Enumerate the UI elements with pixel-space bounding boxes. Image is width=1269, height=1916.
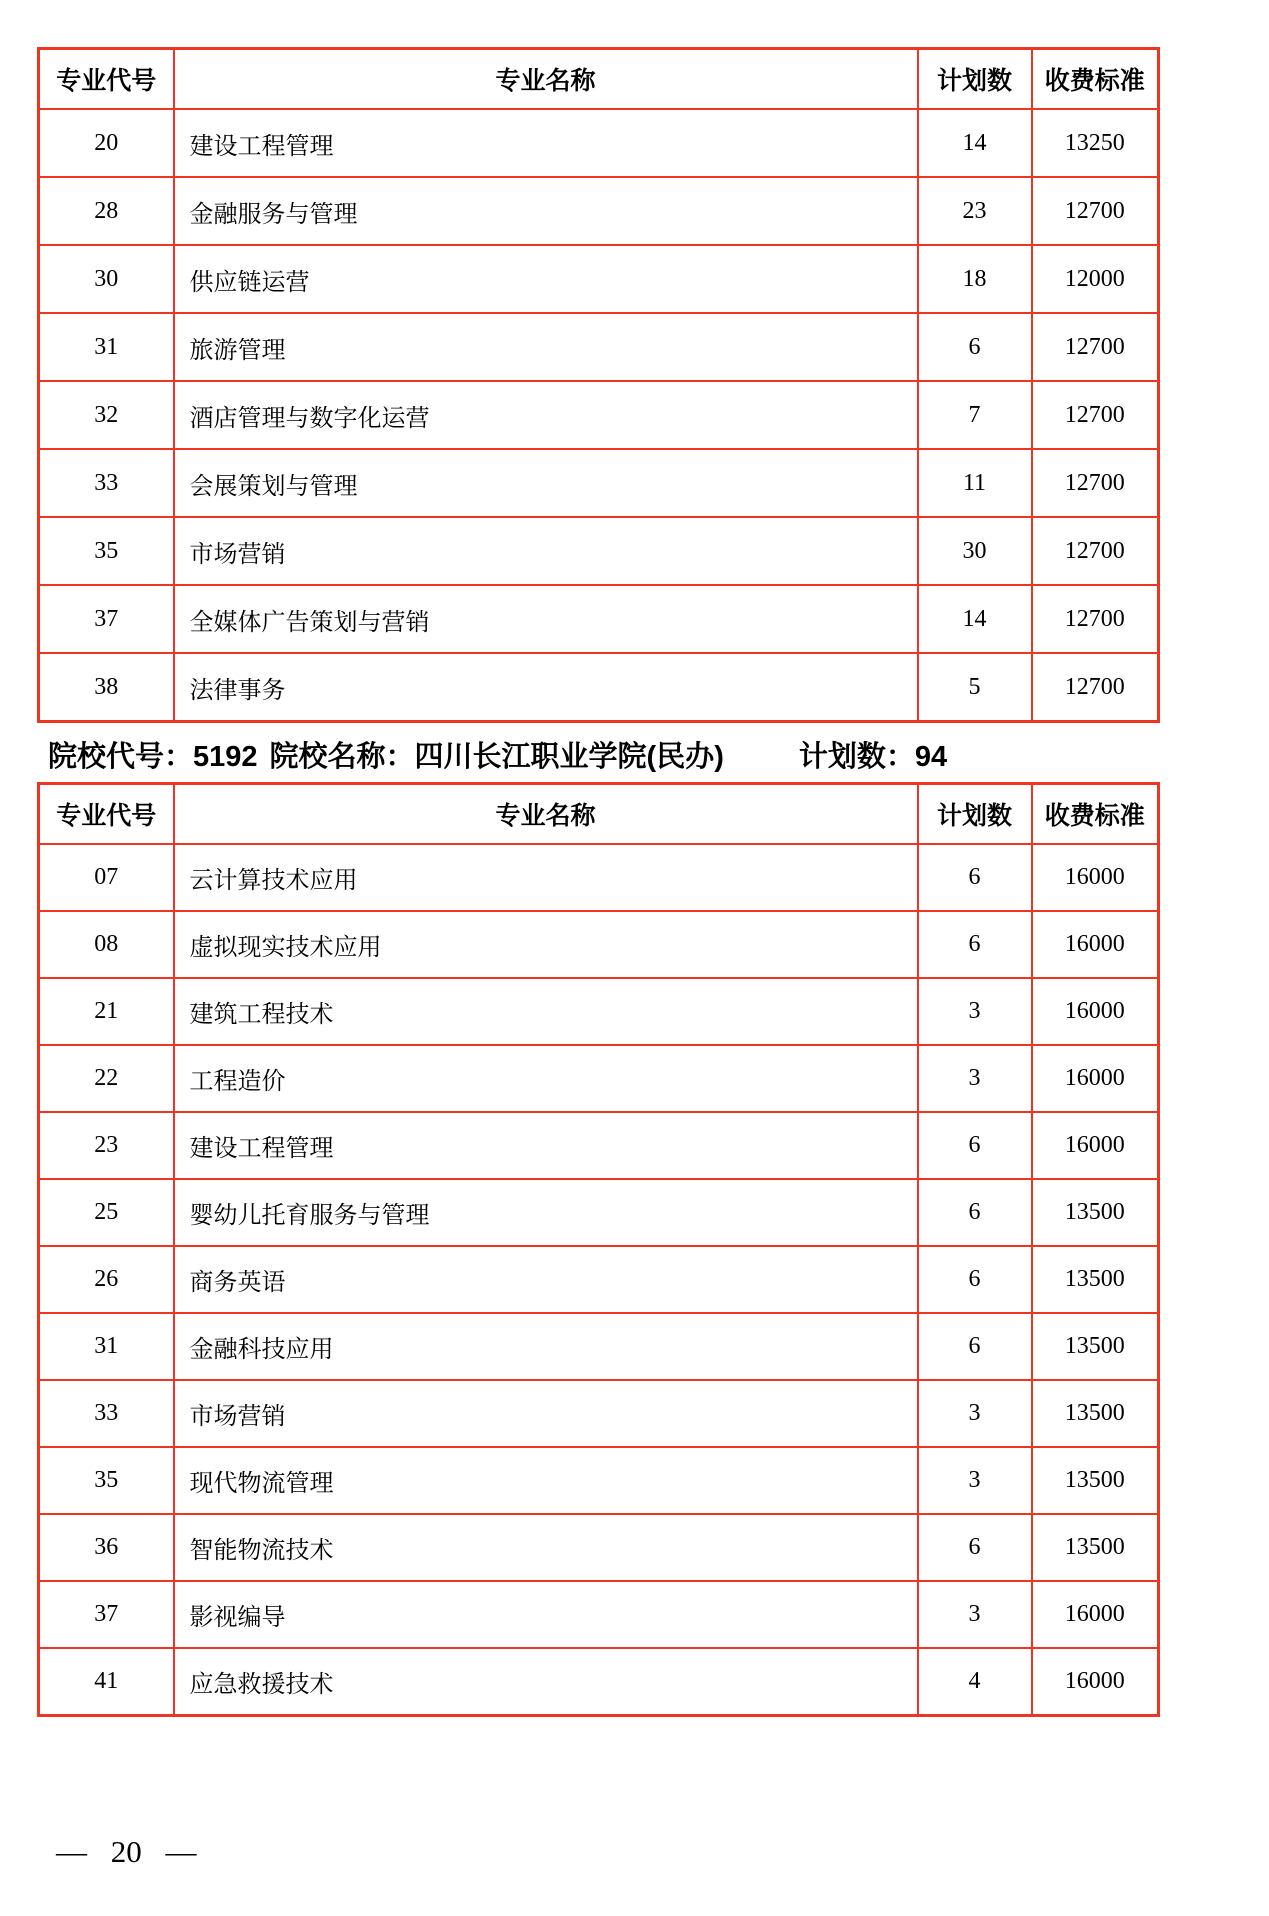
cell-plan-count: 3 <box>918 1447 1032 1514</box>
major-plan-table-1 <box>37 47 1160 723</box>
plan-count-value: 94 <box>914 741 948 773</box>
cell-plan-count: 30 <box>918 517 1032 585</box>
cell-major-name: 会展策划与管理 <box>174 449 918 517</box>
cell-fee-standard: 13500 <box>1032 1380 1159 1447</box>
cell-plan-count: 6 <box>918 1179 1032 1246</box>
cell-plan-count: 6 <box>918 844 1032 911</box>
cell-major-name: 市场营销 <box>174 517 918 585</box>
table-row <box>39 1313 1159 1380</box>
cell-plan-count: 4 <box>918 1648 1032 1716</box>
cell-fee-standard: 12700 <box>1032 313 1159 381</box>
header-row <box>39 784 1159 845</box>
cell-major-name: 虚拟现实技术应用 <box>174 911 918 978</box>
cell-fee-standard: 16000 <box>1032 1045 1159 1112</box>
cell-major-name: 应急救援技术 <box>174 1648 918 1716</box>
cell-major-code: 33 <box>39 449 174 517</box>
cell-fee-standard: 16000 <box>1032 1648 1159 1716</box>
school-name-value: 四川长江职业学院(民办) <box>414 741 724 773</box>
table-row <box>39 1514 1159 1581</box>
column-header-major-code: 专业代号 <box>39 784 174 845</box>
cell-fee-standard: 13500 <box>1032 1246 1159 1313</box>
cell-major-code: 08 <box>39 911 174 978</box>
table-row <box>39 1447 1159 1514</box>
major-plan-table-2 <box>37 782 1160 1717</box>
column-header-plan-count: 计划数 <box>918 49 1032 110</box>
cell-major-code: 30 <box>39 245 174 313</box>
cell-plan-count: 11 <box>918 449 1032 517</box>
cell-fee-standard: 12000 <box>1032 245 1159 313</box>
cell-major-name: 婴幼儿托育服务与管理 <box>174 1179 918 1246</box>
cell-major-code: 31 <box>39 1313 174 1380</box>
cell-major-name: 供应链运营 <box>174 245 918 313</box>
table-row <box>39 245 1159 313</box>
cell-fee-standard: 12700 <box>1032 177 1159 245</box>
cell-fee-standard: 13500 <box>1032 1313 1159 1380</box>
cell-major-name: 法律事务 <box>174 653 918 722</box>
cell-major-code: 26 <box>39 1246 174 1313</box>
table-row <box>39 1581 1159 1648</box>
cell-major-name: 云计算技术应用 <box>174 844 918 911</box>
cell-major-code: 41 <box>39 1648 174 1716</box>
cell-major-code: 28 <box>39 177 174 245</box>
cell-fee-standard: 16000 <box>1032 1581 1159 1648</box>
table-row <box>39 911 1159 978</box>
cell-fee-standard: 13500 <box>1032 1447 1159 1514</box>
column-header-major-code: 专业代号 <box>39 49 174 110</box>
cell-major-name: 商务英语 <box>174 1246 918 1313</box>
table-row <box>39 449 1159 517</box>
cell-major-code: 32 <box>39 381 174 449</box>
table-row <box>39 313 1159 381</box>
column-header-major-name: 专业名称 <box>174 784 918 845</box>
table-row <box>39 1112 1159 1179</box>
plan-count-label: 计划数： <box>798 741 915 773</box>
table-row <box>39 585 1159 653</box>
cell-major-code: 35 <box>39 1447 174 1514</box>
cell-plan-count: 5 <box>918 653 1032 722</box>
cell-plan-count: 6 <box>918 1514 1032 1581</box>
cell-fee-standard: 13500 <box>1032 1514 1159 1581</box>
cell-major-name: 金融科技应用 <box>174 1313 918 1380</box>
cell-major-code: 37 <box>39 585 174 653</box>
cell-major-code: 37 <box>39 1581 174 1648</box>
cell-plan-count: 23 <box>918 177 1032 245</box>
cell-major-code: 23 <box>39 1112 174 1179</box>
cell-major-name: 工程造价 <box>174 1045 918 1112</box>
table-row <box>39 1380 1159 1447</box>
cell-fee-standard: 12700 <box>1032 585 1159 653</box>
school-name-label: 院校名称： <box>269 741 415 773</box>
column-header-plan-count: 计划数 <box>918 784 1032 845</box>
cell-fee-standard: 16000 <box>1032 844 1159 911</box>
cell-fee-standard: 16000 <box>1032 978 1159 1045</box>
cell-fee-standard: 16000 <box>1032 1112 1159 1179</box>
cell-plan-count: 18 <box>918 245 1032 313</box>
school-code-label: 院校代号： <box>48 741 194 773</box>
cell-plan-count: 3 <box>918 1380 1032 1447</box>
cell-fee-standard: 12700 <box>1032 517 1159 585</box>
table-row <box>39 517 1159 585</box>
column-header-fee-standard: 收费标准 <box>1032 784 1159 845</box>
cell-major-code: 25 <box>39 1179 174 1246</box>
cell-major-code: 21 <box>39 978 174 1045</box>
column-header-major-name: 专业名称 <box>174 49 918 110</box>
cell-major-name: 市场营销 <box>174 1380 918 1447</box>
cell-major-code: 22 <box>39 1045 174 1112</box>
cell-plan-count: 14 <box>918 585 1032 653</box>
cell-plan-count: 6 <box>918 911 1032 978</box>
cell-major-name: 全媒体广告策划与营销 <box>174 585 918 653</box>
column-header-fee-standard: 收费标准 <box>1032 49 1159 110</box>
page-number: — 20 — <box>56 1834 197 1869</box>
cell-plan-count: 6 <box>918 1112 1032 1179</box>
table-row <box>39 653 1159 722</box>
cell-plan-count: 6 <box>918 1246 1032 1313</box>
cell-plan-count: 6 <box>918 313 1032 381</box>
cell-major-code: 35 <box>39 517 174 585</box>
cell-major-name: 影视编导 <box>174 1581 918 1648</box>
cell-major-name: 建筑工程技术 <box>174 978 918 1045</box>
cell-major-code: 38 <box>39 653 174 722</box>
table-row <box>39 177 1159 245</box>
cell-fee-standard: 16000 <box>1032 911 1159 978</box>
cell-major-code: 07 <box>39 844 174 911</box>
cell-major-code: 31 <box>39 313 174 381</box>
header-row <box>39 49 1159 110</box>
cell-fee-standard: 12700 <box>1032 449 1159 517</box>
table-row <box>39 1246 1159 1313</box>
table-row <box>39 1045 1159 1112</box>
cell-major-name: 现代物流管理 <box>174 1447 918 1514</box>
cell-major-name: 旅游管理 <box>174 313 918 381</box>
cell-plan-count: 6 <box>918 1313 1032 1380</box>
table-row <box>39 844 1159 911</box>
cell-plan-count: 3 <box>918 1045 1032 1112</box>
cell-fee-standard: 12700 <box>1032 653 1159 722</box>
table-row <box>39 978 1159 1045</box>
cell-major-name: 建设工程管理 <box>174 1112 918 1179</box>
cell-major-name: 建设工程管理 <box>174 109 918 177</box>
cell-plan-count: 3 <box>918 1581 1032 1648</box>
section-heading <box>48 737 947 777</box>
table-row <box>39 1179 1159 1246</box>
table-row <box>39 109 1159 177</box>
cell-major-name: 金融服务与管理 <box>174 177 918 245</box>
cell-major-name: 智能物流技术 <box>174 1514 918 1581</box>
table-row <box>39 381 1159 449</box>
cell-major-code: 20 <box>39 109 174 177</box>
cell-major-code: 36 <box>39 1514 174 1581</box>
cell-fee-standard: 13250 <box>1032 109 1159 177</box>
table-row <box>39 1648 1159 1716</box>
cell-fee-standard: 12700 <box>1032 381 1159 449</box>
school-code-value: 5192 <box>193 741 258 773</box>
cell-plan-count: 3 <box>918 978 1032 1045</box>
cell-plan-count: 14 <box>918 109 1032 177</box>
cell-major-code: 33 <box>39 1380 174 1447</box>
cell-plan-count: 7 <box>918 381 1032 449</box>
cell-major-name: 酒店管理与数字化运营 <box>174 381 918 449</box>
cell-fee-standard: 13500 <box>1032 1179 1159 1246</box>
